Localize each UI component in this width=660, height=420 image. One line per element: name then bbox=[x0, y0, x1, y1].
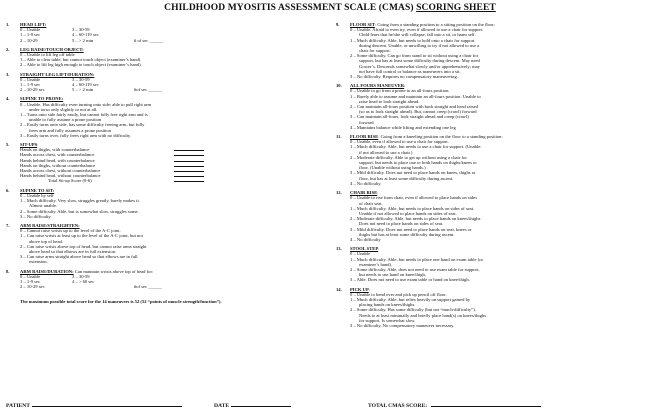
score-option: 2 – Some difficulty. Able, does not need to use exam table for support, bbox=[350, 266, 480, 272]
item-body bbox=[350, 22, 654, 79]
score-option: 0 – Unable bbox=[350, 251, 371, 257]
scale-item bbox=[6, 22, 318, 43]
total-score-field bbox=[368, 402, 541, 409]
seconds-field[interactable]: #of sec ______ bbox=[134, 284, 163, 290]
right-column bbox=[336, 22, 654, 328]
score-option-row bbox=[20, 87, 318, 92]
item-heading: STRAIGHT LEG LIFT/DURATION: bbox=[20, 71, 95, 77]
score-option: 3 – Able. Does not need to use exam table or hand on knee/thigh. bbox=[350, 277, 470, 283]
score-option: chair for support. bbox=[359, 48, 391, 54]
scale-item bbox=[336, 83, 654, 130]
item-number: 5. bbox=[6, 142, 10, 148]
title-main: CHILDHOOD MYOSITIS ASSESSMENT SCALE (CMAS) bbox=[164, 3, 417, 13]
score-option: thighs but has at least some difficulty during ascent. bbox=[359, 231, 455, 237]
score-option: 3 – Mild difficulty. Does not need to place hands on knees, thighs or bbox=[350, 170, 476, 176]
item-body bbox=[20, 96, 318, 138]
item-heading: FLOOR SIT bbox=[350, 22, 375, 27]
item-intro: : bbox=[404, 83, 406, 89]
score-option: during descent. Unable, or unwilling to try if not allowed to use a bbox=[359, 42, 480, 48]
score-option: 5 – > 2 min bbox=[72, 37, 94, 43]
total-score-label: TOTAL CMAS SCORE: bbox=[368, 403, 428, 409]
score-option: placing hands on knees/thighs. bbox=[359, 302, 416, 308]
scale-item bbox=[6, 188, 318, 219]
score-option: 0 – Unable to lift leg off table bbox=[20, 52, 75, 58]
item-intro: : bbox=[368, 286, 371, 292]
score-option: 1 – 1-9 sec bbox=[20, 82, 41, 88]
situp-label: Hands on thighs, with counterbalance bbox=[20, 147, 90, 153]
score-option: 0 – Unable. Has difficulty even turning onto side; able to pull right arm bbox=[20, 101, 152, 107]
item-number: 12. bbox=[336, 190, 342, 196]
max-score-footnote: The maximum possible total score for the 14 maneuvers is 52 (52 “points of muscle strength/function”). bbox=[20, 299, 222, 305]
item-number: 11. bbox=[336, 134, 342, 140]
item-heading: ARM RAISE/STRAIGHTEN: bbox=[20, 222, 80, 228]
item-number: 2. bbox=[6, 46, 10, 52]
patient-blank[interactable] bbox=[32, 402, 182, 407]
score-option: 2 – Some difficulty. Has some difficulty (but not “much-difficulty”). bbox=[350, 307, 476, 313]
score-option-row bbox=[20, 38, 318, 43]
score-option: 3 – Easily turns over, fully frees right arm with no difficulty. bbox=[20, 132, 132, 138]
score-option: forward bbox=[359, 119, 374, 125]
item-number: 9. bbox=[336, 22, 340, 27]
score-option: Child fears that he/she will collapse, fall into a sit, or harm self. bbox=[359, 32, 476, 38]
score-option: Unable if not allowed to place hands on sides of seat. bbox=[359, 210, 457, 216]
score-option: of chair seat. bbox=[359, 200, 383, 206]
score-option: 2 – 10-29 sec bbox=[20, 87, 45, 93]
score-option: 3 – Can maintain all-fours, look straight ahead and creep (crawl) bbox=[350, 114, 469, 120]
scale-item bbox=[6, 47, 318, 68]
score-option: 0 – Unable to go from a prone to an all-fours position. bbox=[350, 88, 450, 94]
score-option: 4 – > 60 sec bbox=[72, 278, 95, 284]
page-title bbox=[0, 3, 660, 14]
item-intro: Can maintain wrists above top of head for: bbox=[73, 268, 154, 274]
score-option: 2 – 10-29 sec bbox=[20, 284, 45, 290]
score-option: 1 – Much difficulty. Able, but needs to place hands on sides of seat. bbox=[350, 205, 475, 211]
score-option: under torso only slightly or not at all. bbox=[29, 106, 98, 112]
score-option: 2 – Some difficulty. Can go from stand to sit without using a chair for bbox=[350, 53, 479, 59]
situp-score-blank[interactable] bbox=[174, 163, 204, 167]
situp-label: Hands across chest, without counterbalance bbox=[20, 168, 101, 174]
item-intro: : Going from a kneeling position on the floor to a standing position: bbox=[378, 134, 503, 140]
score-option: examiner’s hand). bbox=[359, 261, 393, 267]
date-label: DATE bbox=[214, 403, 230, 409]
scale-item bbox=[336, 287, 654, 329]
score-option: 0 – Unable by self bbox=[20, 192, 54, 198]
item-number: 13. bbox=[336, 246, 342, 252]
total-score-blank[interactable] bbox=[431, 402, 541, 407]
item-number: 8. bbox=[6, 268, 10, 274]
item-intro: : Going from a standing position to a sitting position on the floor: bbox=[374, 22, 496, 27]
seconds-field[interactable]: #of sec ______ bbox=[134, 87, 163, 93]
item-number: 7. bbox=[6, 222, 10, 228]
score-option: extension. bbox=[29, 259, 48, 265]
scale-item bbox=[336, 22, 654, 79]
item-heading: PICK UP bbox=[350, 286, 369, 292]
scale-item bbox=[6, 223, 318, 265]
score-option: 4 – Maintains balance while lifting and extending one leg bbox=[350, 124, 456, 130]
score-option: 2 – Can raise wrists above top of head, but cannot raise arms straight bbox=[20, 243, 147, 249]
score-option: 3 – Can raise arms straight above head so that elbows are in full bbox=[20, 254, 138, 260]
score-option: 1 – 1-9 sec bbox=[20, 32, 41, 38]
score-option: support, but needs to place one or both hands on thighs/knees or bbox=[359, 160, 477, 166]
item-number: 14. bbox=[336, 286, 342, 292]
item-body bbox=[20, 72, 318, 93]
score-option: 3 – No difficulty bbox=[20, 213, 51, 219]
seconds-field[interactable]: # of sec ______ bbox=[134, 37, 164, 43]
item-heading: HEAD LIFT: bbox=[20, 22, 47, 27]
score-option: 1 – Able to clear table, but cannot touch object (examiner’s hand) bbox=[20, 57, 141, 63]
score-option: 0 – Unable bbox=[20, 27, 41, 33]
score-option: 3 – No difficulty. Requires no compensatory maneuvering. bbox=[350, 74, 458, 80]
score-option: 3 – 30-59 bbox=[72, 27, 90, 33]
score-option: 0 – Unable bbox=[20, 273, 41, 279]
score-option: 3 – Mild difficulty. Does not need to place hands on seat, knees or bbox=[350, 226, 472, 232]
item-body bbox=[20, 269, 318, 290]
score-option: 2 – Easily turns onto side, has some difficulty freeing arm, but fully bbox=[20, 122, 145, 128]
situp-score-blank[interactable] bbox=[174, 152, 204, 156]
item-intro: : bbox=[378, 246, 380, 252]
item-heading: SUPINE TO SIT: bbox=[20, 187, 55, 193]
score-option: frees arm and fully assumes a prone position bbox=[29, 127, 112, 133]
score-option: 2 – Moderate difficulty. Able, but needs to place hands on knees/thighs bbox=[350, 216, 481, 222]
item-number: 3. bbox=[6, 71, 10, 77]
left-column bbox=[6, 22, 318, 305]
situp-total-blank[interactable] bbox=[174, 178, 204, 182]
score-option: 1 – Much difficulty. Able, but needs to use a chair for support. (Unable: bbox=[350, 144, 482, 150]
score-option: 2 – Able to lift leg high enough to touch object (examiner’s hand) bbox=[20, 62, 141, 68]
item-heading: LEG RAISE/TOUCH OBJECT: bbox=[20, 46, 84, 52]
score-option: 2 – Moderate difficulty. Able to get up without using a chair for bbox=[350, 154, 467, 160]
score-option: 2 – 10-29 bbox=[20, 37, 38, 43]
score-option: but needs to use hand on knee/thigh. bbox=[359, 272, 426, 278]
item-intro: : bbox=[377, 190, 379, 196]
score-option: 1 – Barely able to assume and maintain an all-fours position. Unable to bbox=[350, 93, 481, 99]
patient-label: PATIENT bbox=[6, 403, 31, 409]
score-option: 2 – Can maintain all-fours position with back straight and head raised bbox=[350, 104, 478, 110]
title-scoring: SCORING SHEET bbox=[416, 3, 496, 13]
item-body bbox=[20, 22, 318, 43]
item-heading: SUPINE TO PRONE: bbox=[20, 96, 64, 102]
score-option: 0 – Unable, even if allowed to use a chair for support. bbox=[350, 139, 449, 145]
patient-field bbox=[6, 402, 182, 409]
situp-total-row bbox=[20, 178, 318, 183]
score-option: (so as to look straight ahead). But, cannot creep (crawl) forward bbox=[359, 109, 477, 115]
score-option: Gower’s. Descends somewhat slowly and/or apprehensively; may bbox=[359, 63, 480, 69]
score-option: Does not need to place hands on sides of seat. bbox=[359, 221, 444, 227]
item-body bbox=[20, 142, 318, 184]
score-option: 1 – Much difficulty. Able, but needs to place one hand on exam table (or bbox=[350, 256, 484, 262]
score-option: 4 – No difficulty. bbox=[350, 180, 382, 186]
score-option: 0 – Cannot raise wrists up to the level of the A-C joint. bbox=[20, 228, 121, 234]
item-heading: SIT-UPS bbox=[20, 142, 38, 148]
item-number: 4. bbox=[6, 96, 10, 102]
score-option: 1 – 1-9 sec bbox=[20, 278, 41, 284]
score-option: 1 – Much difficulty. Very slow, struggles greatly, barely makes it. bbox=[20, 198, 140, 204]
scale-item bbox=[336, 190, 654, 242]
score-option: support, but has at least some difficulty during descent. May need bbox=[359, 58, 480, 64]
situp-total-label: Total Sit-up Score (0-6) bbox=[48, 178, 92, 184]
score-option: 0 – Unable to rise from chair, even if allowed to place hands on sides bbox=[350, 195, 477, 201]
situp-score-blank[interactable] bbox=[174, 168, 204, 172]
item-number: 1. bbox=[6, 22, 10, 27]
score-option bbox=[72, 284, 134, 289]
situp-score-blank[interactable] bbox=[174, 173, 204, 177]
score-option: Almost unable. bbox=[29, 203, 58, 209]
score-option: for support. Is somewhat slow. bbox=[359, 317, 416, 323]
item-body bbox=[20, 188, 318, 219]
scale-item bbox=[6, 72, 318, 93]
score-option: 1 – Much difficulty. Able, but relies heavily on support gained by bbox=[350, 296, 471, 302]
item-heading: ARM RAISE/DURATION: bbox=[20, 268, 74, 274]
score-option: not have full control or balance as maneuvers into a sit. bbox=[359, 68, 461, 74]
score-option: floor, but has at least some difficulty during ascent. bbox=[359, 175, 454, 181]
score-option: 1 – Much difficulty. Able, but needs to hold onto a chair for support bbox=[350, 37, 475, 43]
item-body bbox=[20, 223, 318, 265]
situp-label: Hands across chest, with counterbalance bbox=[20, 152, 95, 158]
score-option: 0 – Unable bbox=[20, 76, 41, 82]
scale-item bbox=[336, 134, 654, 186]
score-option: 4 – 60-119 sec bbox=[72, 32, 99, 38]
score-option: 0 – Unable. Afraid to even try, even if allowed to use a chair for support. bbox=[350, 27, 484, 33]
score-option: 4 – No difficulty bbox=[350, 236, 381, 242]
item-body bbox=[350, 83, 654, 130]
score-option: 3 – 30-59 bbox=[72, 76, 90, 82]
item-body bbox=[350, 190, 654, 242]
score-option: 3 – No difficulty. No compensatory maneuver necessary. bbox=[350, 322, 455, 328]
score-option: above head so that elbows are in full extension. bbox=[29, 248, 117, 254]
scale-item bbox=[6, 269, 318, 290]
item-heading: CHAIR RISE bbox=[350, 190, 378, 196]
score-option: 4 – 60-119 sec bbox=[72, 82, 99, 88]
item-body bbox=[350, 246, 654, 282]
score-option-row bbox=[20, 284, 318, 289]
date-blank[interactable] bbox=[231, 402, 291, 407]
item-heading: ALL FOURS MANEUVER bbox=[350, 83, 405, 89]
scale-item bbox=[336, 246, 654, 282]
score-option: 1 – Turns onto side fairly easily, but cannot fully free right arm and is bbox=[20, 112, 148, 118]
item-heading: FLOOR RISE bbox=[350, 134, 379, 140]
item-body bbox=[20, 47, 318, 68]
item-body bbox=[350, 287, 654, 329]
item-intro: : bbox=[37, 142, 39, 148]
score-option: Needs to at least minimally and briefly place hand(s) on knees/thighs bbox=[359, 312, 487, 318]
score-option: 1 – Can raise wrists at least up to the level of the A-C joint, but not bbox=[20, 233, 143, 239]
situp-label: Hands behind head, without counterbalance bbox=[20, 173, 101, 179]
item-number: 10. bbox=[336, 83, 342, 89]
date-field bbox=[214, 402, 291, 409]
situp-score-blank[interactable] bbox=[174, 158, 204, 162]
scale-item bbox=[6, 96, 318, 138]
score-option: raise head to look straight ahead. bbox=[359, 98, 420, 104]
score-option: unable to fully assume a prone position bbox=[29, 117, 102, 123]
situp-label: Hands behind head, with counterbalance bbox=[20, 157, 95, 163]
score-option: above top of head. bbox=[29, 238, 63, 244]
situp-score-blank[interactable] bbox=[174, 147, 204, 151]
item-body bbox=[350, 134, 654, 186]
scale-item bbox=[6, 142, 318, 184]
score-option: floor. (Unable without using hands.) bbox=[359, 165, 426, 171]
score-option: 3 – 30-59 bbox=[72, 273, 90, 279]
score-option: if not allowed to use a chair.) bbox=[359, 149, 413, 155]
score-option: 2 – Some difficulty. Able, but is somewhat slow, struggles some. bbox=[20, 208, 139, 214]
item-heading: STOOL STEP bbox=[350, 246, 379, 252]
item-number: 6. bbox=[6, 187, 10, 193]
situp-label: Hands on thighs, without counterbalance bbox=[20, 162, 96, 168]
score-option: 0 – Unable to bend over and pick up pencil off floor. bbox=[350, 291, 447, 297]
score-option: 5 – > 2 min bbox=[72, 87, 94, 93]
